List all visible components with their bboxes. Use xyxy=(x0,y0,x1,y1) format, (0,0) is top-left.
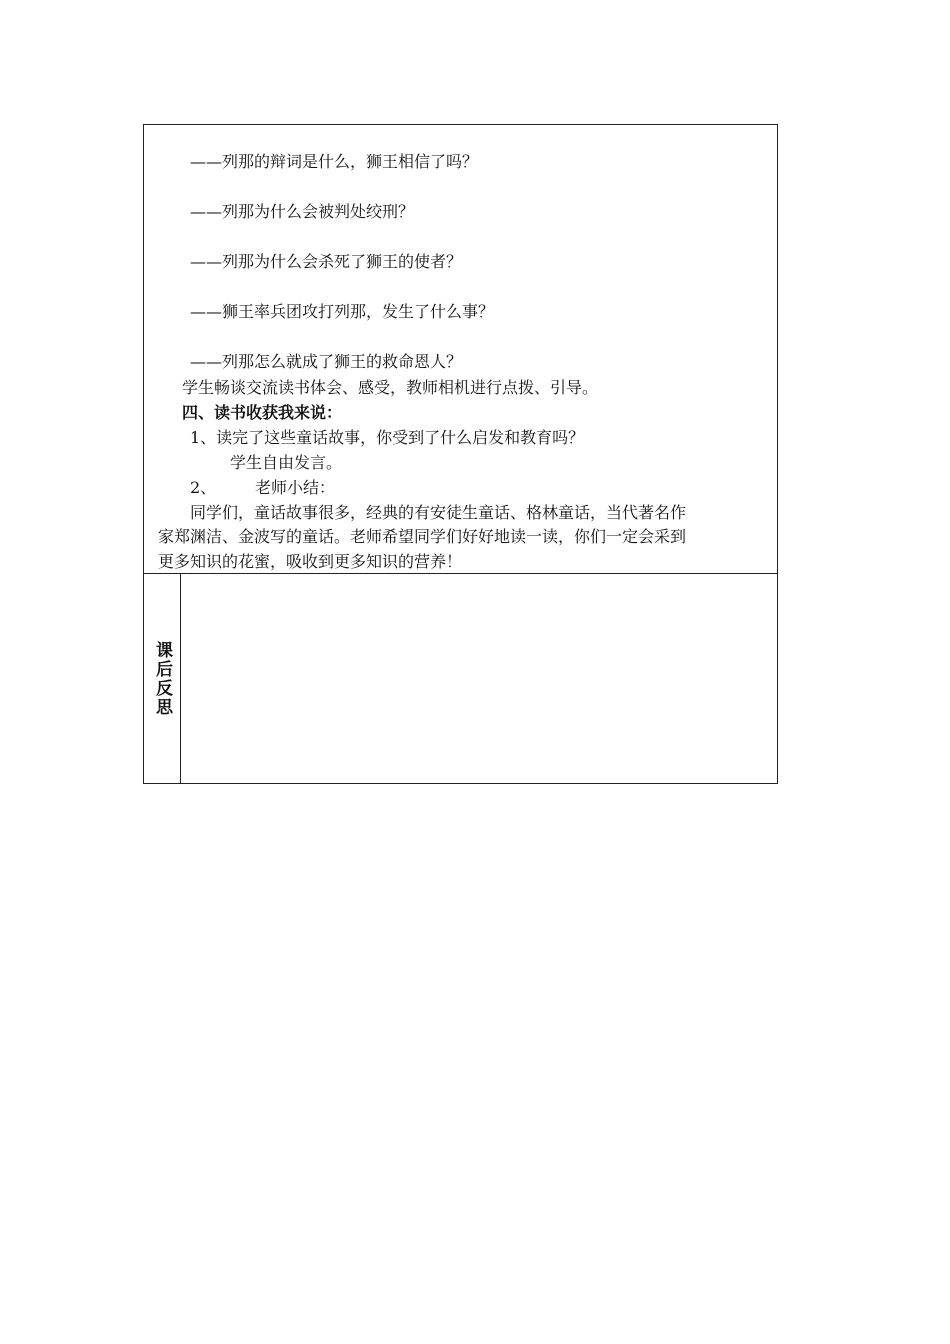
item-one: 1、读完了这些童话故事，你受到了什么启发和教育吗？ xyxy=(190,428,585,447)
item-two-label: 老师小结： xyxy=(255,478,336,497)
question-line: ——列那为什么会被判处绞刑？ xyxy=(190,202,415,221)
question-line: ——列那怎么就成了狮王的救命恩人？ xyxy=(190,352,463,371)
summary-line: 同学们，童话故事很多，经典的有安徒生童话、格林童话，当代著名作 xyxy=(190,503,687,522)
item-two-number: 2、 xyxy=(190,478,217,497)
question-line: ——列那为什么会杀死了狮王的使者？ xyxy=(190,252,463,271)
question-line: ——狮王率兵团攻打列那，发生了什么事？ xyxy=(190,302,495,321)
question-line: ——列那的辩词是什么，狮王相信了吗？ xyxy=(190,152,479,171)
lesson-content-cell xyxy=(144,125,777,574)
lesson-table xyxy=(143,124,778,784)
reflection-content-cell[interactable] xyxy=(181,574,777,783)
section-four-heading: 四、读书收获我来说： xyxy=(182,403,343,422)
reflection-label: 课后反思 xyxy=(152,640,172,717)
reflection-label-cell xyxy=(144,574,181,783)
reflection-row xyxy=(144,574,777,783)
summary-line: 家郑渊洁、金波写的童话。老师希望同学们好好地读一读，你们一定会采到 xyxy=(158,527,687,546)
summary-line: 更多知识的花蜜，吸收到更多知识的营养！ xyxy=(158,552,463,571)
item-one-note: 学生自由发言。 xyxy=(230,453,343,472)
exchange-line: 学生畅谈交流读书体会、感受，教师相机进行点拨、引导。 xyxy=(182,378,599,397)
